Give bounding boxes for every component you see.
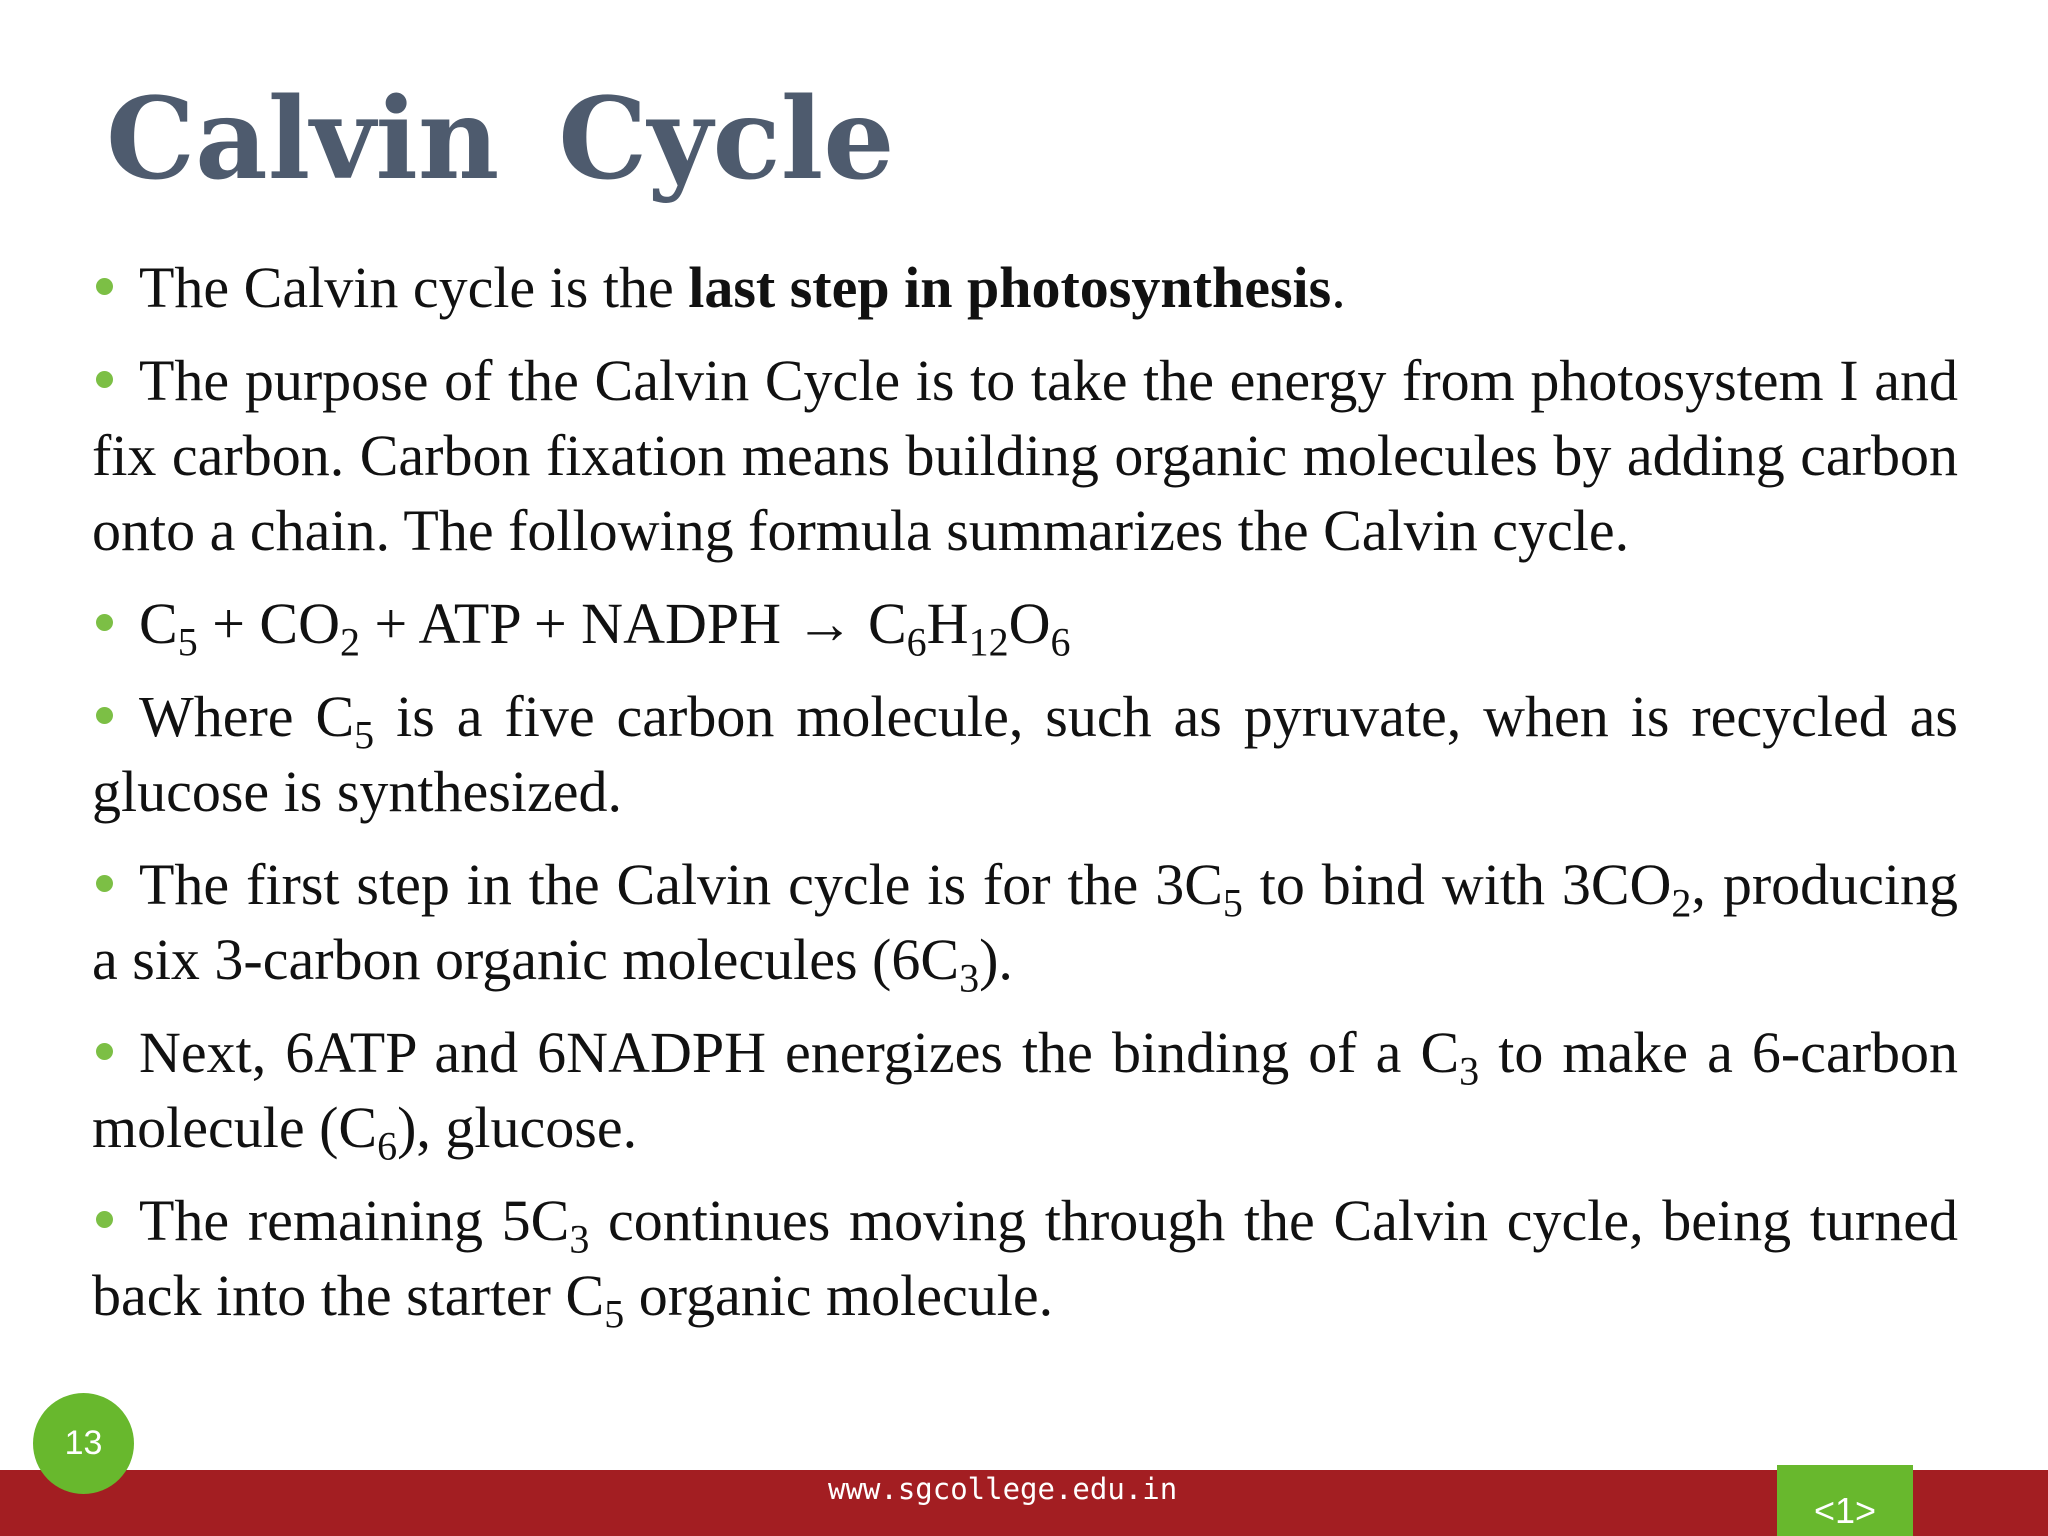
bullet-5 [92,847,1958,1001]
equation-part: + ATP + NADPH → C [359,591,907,656]
bullet-4-text: is a five carbon molecule, such as pyruvate, when is recycled as glucose is synthesized. [92,684,1958,824]
bullet-dot-icon [96,614,113,631]
equation-subscript: 6 [906,619,927,665]
bullet-2 [92,343,1958,568]
slide-title: Calvin Cycle [106,74,895,205]
equation-part: H [926,591,969,656]
bullet-5-text: ). [979,927,1013,992]
bullet-7 [92,1183,1958,1337]
bullet-6-subscript: 6 [377,1123,398,1169]
bullet-6 [92,1015,1959,1169]
equation-subscript: 2 [339,619,360,665]
bullet-5-text: The first step in the Calvin cycle is for the 3C [139,852,1223,917]
equation-subscript: 5 [177,619,198,665]
bullet-dot-icon [96,278,113,295]
bullet-4-text: Where C [139,684,355,749]
bullet-2-text: The purpose of the Calvin Cycle is to take the energy from photosystem I and fix carbon. Carbon fixation means building organic molecules by adding carbon onto a chain. The following formula summarizes the Calvin cycle. [92,348,1958,563]
bullet-5-text: , producing a six 3-carbon organic molecules (6C [92,852,1958,992]
bullet-6-subscript: 3 [1459,1048,1480,1094]
bullet-dot-icon [96,1211,113,1228]
bullet-5-subscript: 2 [1671,880,1692,926]
equation-subscript: 12 [968,619,1009,665]
bullet-3-equation [92,586,1958,665]
bullet-7-subscript: 3 [569,1216,590,1262]
bullet-dot-icon [96,371,113,388]
equation-subscript: 6 [1050,619,1071,665]
bullet-dot-icon [96,707,113,724]
bullet-7-text: The remaining 5C [139,1188,570,1253]
bullet-6-text: ), glucose. [397,1095,638,1160]
page-number-badge: 13 [33,1393,134,1494]
bullet-5-subscript: 3 [959,955,980,1001]
bullet-4-subscript: 5 [354,712,375,758]
equation-part: C [139,591,178,656]
bullet-1-text-bold: last step in photosynthesis [688,255,1332,320]
bullet-6-text: to make a 6-carbon molecule (C [92,1020,1959,1160]
slide-nav-button[interactable]: <1> [1777,1465,1913,1536]
bullet-5-subscript: 5 [1222,880,1243,926]
footer-website-link[interactable]: www.sgcollege.edu.in [828,1472,1178,1506]
equation-part: + CO [197,591,340,656]
bullet-1 [92,250,1958,325]
bullet-4 [92,679,1958,829]
bullet-7-text: organic molecule. [624,1263,1054,1328]
bullet-1-text-post: . [1331,255,1346,320]
bullet-7-subscript: 5 [604,1291,625,1337]
bullet-dot-icon [96,875,113,892]
equation-part: O [1008,591,1051,656]
bullet-7-text: continues moving through the Calvin cycle, being turned back into the starter C [92,1188,1958,1328]
bullet-5-text: to bind with 3CO [1242,852,1672,917]
bullet-dot-icon [96,1043,113,1060]
bullet-1-text-pre: The Calvin cycle is the [139,255,689,320]
slide-content [92,250,1958,1351]
bullet-6-text: Next, 6ATP and 6NADPH energizes the binding of a C [139,1020,1460,1085]
